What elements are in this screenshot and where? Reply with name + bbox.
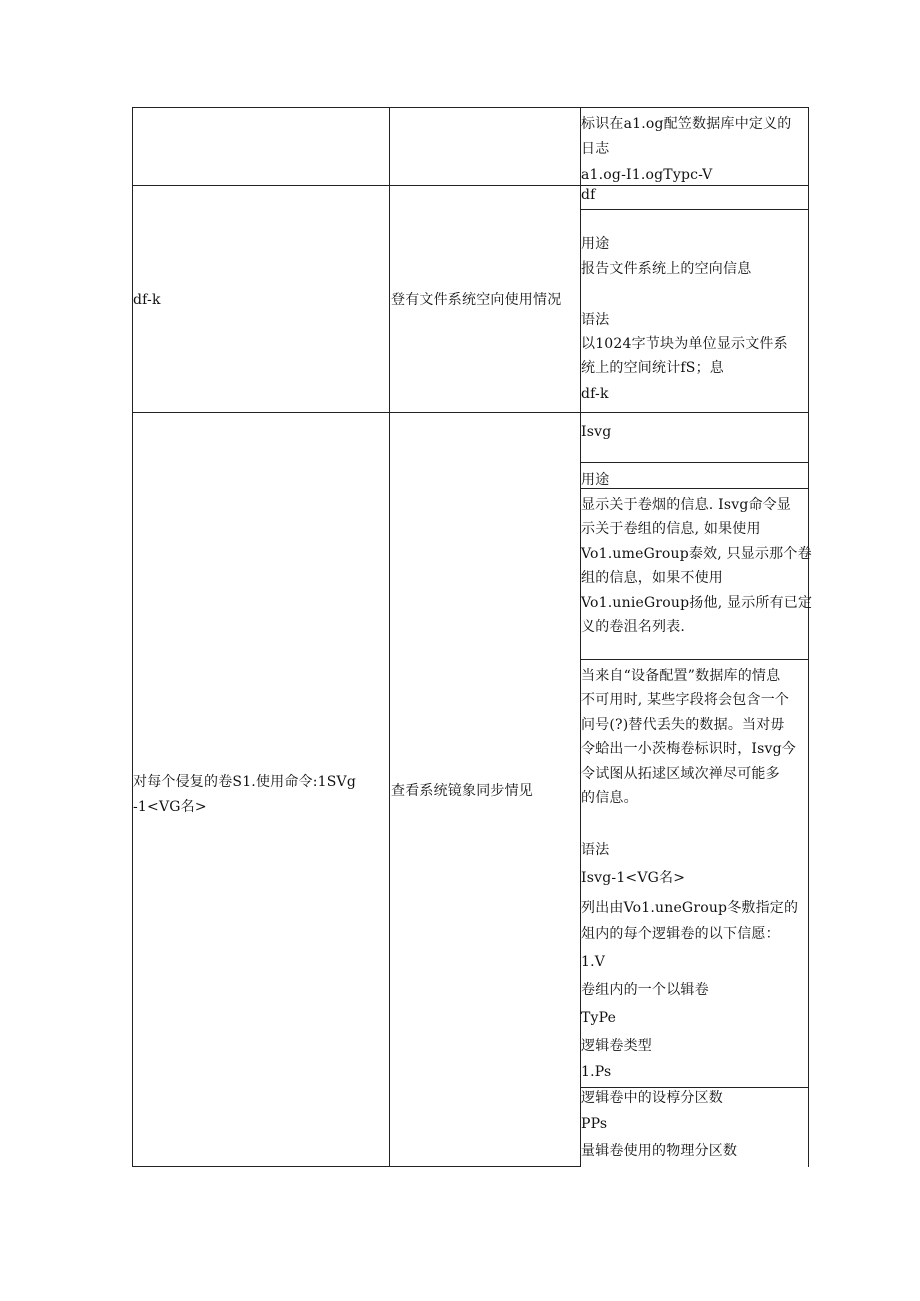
command-cell: 对每个侵复的卷S1.使用命令:1SVg: [133, 774, 357, 790]
cell-text: 列出由Vo1.uneGroup冬敷指定的: [581, 900, 799, 916]
cell-text: 逻辑卷类型: [581, 1038, 652, 1054]
cell-text: Isvg: [581, 424, 612, 440]
cell-text: PPs: [581, 1116, 608, 1132]
cell-text: 令蛤出一小茨梅卷标识时，Isvg今: [581, 741, 796, 757]
cell-text: df: [581, 187, 596, 203]
cell-text: 1.Ps: [581, 1064, 612, 1080]
cell-text: 1.V: [581, 954, 606, 970]
cell-text: 以1024字节块为单位显示文件系: [581, 336, 788, 352]
cell-text: 统上的空间统计fS；息: [581, 360, 724, 376]
cell-text: 量辑卷使用的物理分区数: [581, 1143, 738, 1159]
table-left-border: [132, 107, 133, 1167]
cell-text: 卷组内的一个以辑卷: [581, 982, 709, 998]
cell-text: a1.og-I1.ogTypc-V: [581, 167, 713, 183]
column-divider: [389, 107, 390, 1167]
table-bottom-border: [132, 1166, 580, 1167]
cell-text: 报告文件系统上的空向信息: [581, 261, 752, 277]
cell-divider: [580, 462, 809, 463]
cell-text: 语法: [581, 842, 610, 858]
cell-divider: [580, 1087, 809, 1088]
cell-text: 用途: [581, 236, 610, 252]
description-cell: 查看系统镜象同步情见: [391, 783, 533, 799]
cell-text: 显示关于卷烟的信息. Isvg命令显: [581, 497, 792, 513]
table-right-border: [808, 107, 809, 1167]
cell-divider: [580, 209, 809, 210]
cell-text: 语法: [581, 312, 610, 328]
cell-divider: [580, 659, 809, 660]
row2-bottom-border: [132, 412, 809, 413]
cell-text: 义的卷沮名列表.: [581, 619, 686, 635]
cell-text: 标识在a1.og配笠数据库中定义的: [581, 116, 792, 132]
command-cell: -1<VG名>: [133, 799, 207, 815]
cell-text: 示关于卷组的信息, 如果使用: [581, 521, 761, 537]
cell-text: 日志: [581, 141, 610, 157]
row1-bottom-border: [132, 185, 809, 186]
cell-text: 不可用时, 某些字段将会包含一个: [581, 692, 790, 708]
cell-text: 逻辑卷中的设椁分区数: [581, 1090, 723, 1106]
description-cell: 登有文件系统空向使用情况: [391, 292, 562, 308]
cell-text: Isvg-1<VG名>: [581, 870, 686, 886]
cell-text: 令试图从拓逑区域次禅尽可能多: [581, 766, 780, 782]
cell-text: 的信息。: [581, 790, 638, 806]
cell-text: 用途: [581, 472, 610, 488]
cell-divider: [580, 488, 809, 489]
cell-text: 组的信息，如果不使用: [581, 570, 723, 586]
cell-text: 问号(?)替代丢失的数据。当对毋: [581, 717, 785, 733]
command-cell: df-k: [133, 292, 161, 308]
cell-text: 当来自“设备配置”数据库的情息: [581, 668, 781, 684]
cell-text: 俎内的每个逻辑卷的以下信愿：: [581, 926, 780, 942]
cell-text: Vo1.unieGroup扬他, 显示所有已定: [581, 595, 813, 611]
cell-text: df-k: [581, 386, 609, 402]
cell-text: Vo1.umeGroup泰效, 只显示那个卷: [581, 546, 812, 562]
table-top-border: [132, 107, 809, 108]
cell-text: TyPe: [581, 1010, 617, 1026]
